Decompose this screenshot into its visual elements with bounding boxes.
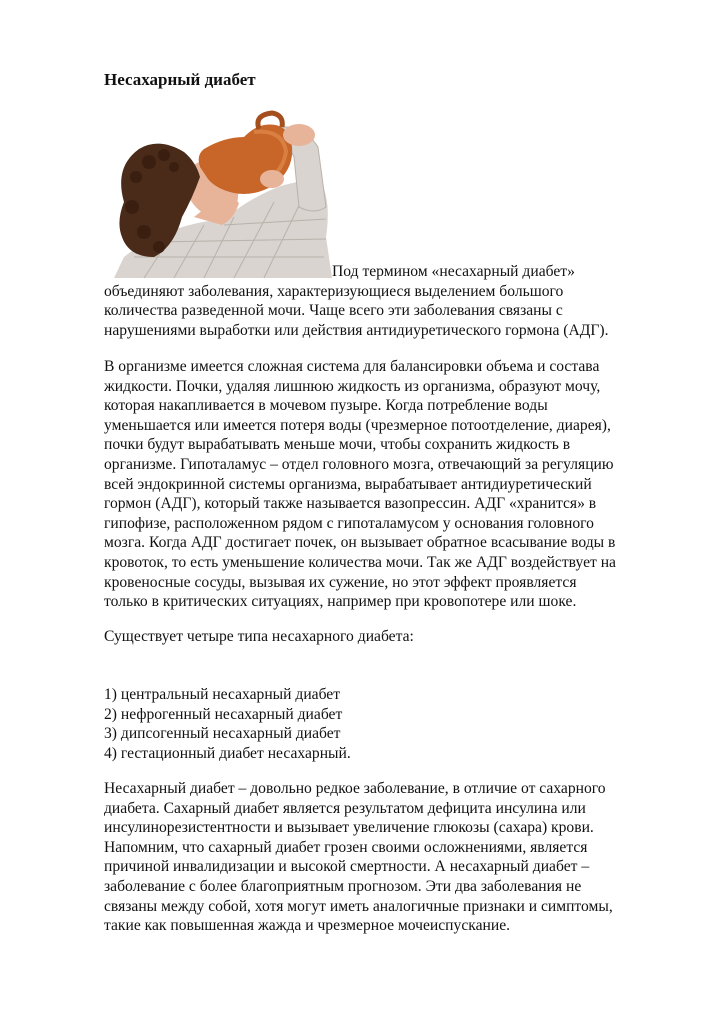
paragraph-line: Несахарный диабет – довольно редкое заболевание, в отличие от сахарного [104, 780, 606, 797]
paragraph-line: которая накапливается в мочевом пузыре. Когда потребление воды [104, 397, 548, 415]
paragraph-line: диабета. Сахарный диабет является результатом дефицита инсулина или [104, 799, 586, 817]
paragraph-line: всей эндокринной системы организма, вырабатывает антидиуретический [104, 475, 592, 493]
paragraph-line: кровоток, то есть уменьшение количества мочи. Так же АДГ воздействует на [104, 553, 616, 571]
paragraph-line: В организме имеется сложная система для балансировки объема и состава [104, 358, 600, 375]
man-drinking-from-jug-photo [104, 107, 332, 278]
paragraph-line: жидкости. Почки, удаляя лишнюю жидкость из организма, образуют мочу, [104, 377, 601, 395]
paragraph-line: мозга. Когда АДГ достигает почек, он вызывает обратное всасывание воды в [104, 534, 616, 552]
paragraph-line: гипофизе, расположенном рядом с гипоталамусом у основания головного [104, 514, 594, 532]
body-paragraph-comparison [104, 779, 613, 936]
paragraph-line: Напомним, что сахарный диабет грозен своими осложнениями, является [104, 838, 588, 856]
paragraph-line: кровеносные сосуды, вызывая их сужение, но этот эффект проявляется [104, 573, 577, 591]
list-item: 3) дипсогенный несахарный диабет [104, 725, 341, 743]
intro-paragraph [104, 262, 609, 340]
types-list [104, 685, 351, 763]
list-item: 2) нефрогенный несахарный диабет [104, 705, 343, 723]
paragraph-line: связаны между собой, хотя могут иметь аналогичные признаки и симптомы, [104, 897, 613, 915]
paragraph-line: нарушениями выработки или действия антидиуретического гормона (АДГ). [104, 321, 609, 339]
paragraph-line: уменьшается или имеется потеря воды (чрезмерное потоотделение, диарея), [104, 416, 611, 434]
paragraph-line: инсулинорезистентности и вызывает увеличение глюкозы (сахара) крови. [104, 819, 594, 837]
paragraph-line: Существует четыре типа несахарного диабета: [104, 628, 414, 645]
list-item: 1) центральный несахарный диабет [104, 686, 341, 703]
paragraph-line: объединяют заболевания, характеризующиеся выделением большого [104, 282, 564, 300]
page-title: Несахарный диабет [104, 70, 256, 89]
body-paragraph-regulation [104, 357, 616, 612]
paragraph-line: такие как повышенная жажда и чрезмерное мочеиспускание. [104, 917, 511, 935]
types-intro-paragraph [104, 627, 414, 647]
paragraph-line: гормон (АДГ), который также называется вазопрессин. АДГ «хранится» в [104, 495, 597, 513]
paragraph-line: Под термином «несахарный диабет» [332, 263, 575, 280]
paragraph-line: заболевание с более благоприятным прогнозом. Эти два заболевания не [104, 877, 582, 895]
paragraph-line: только в критических ситуациях, например при кровопотере или шоке. [104, 593, 577, 611]
paragraph-line: причиной инвалидизации и высокой смертности. А несахарный диабет – [104, 858, 590, 876]
paragraph-line: почки будут вырабатывать меньше мочи, чтобы сохранить жидкость в [104, 436, 571, 454]
paragraph-line: организме. Гипоталамус – отдел головного мозга, отвечающий за регуляцию [104, 455, 614, 473]
paragraph-line: количества разведенной мочи. Чаще всего эти заболевания связаны с [104, 302, 563, 320]
list-item: 4) гестационный диабет несахарный. [104, 744, 351, 762]
